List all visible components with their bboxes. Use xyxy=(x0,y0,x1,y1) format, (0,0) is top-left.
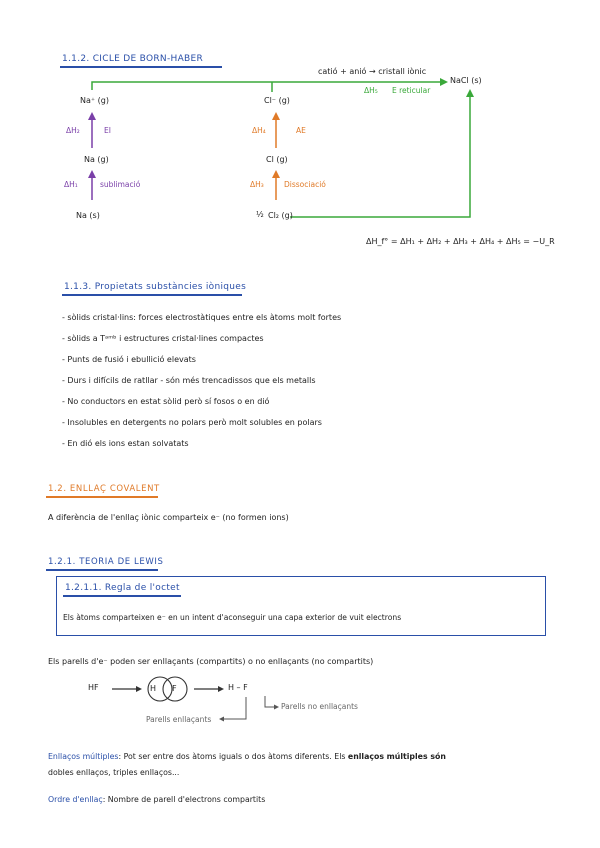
props-title-underline xyxy=(62,294,242,296)
na-plus-gas-label: Na⁺ (g) xyxy=(80,96,109,105)
dissociacio-label: Dissociació xyxy=(284,180,326,189)
green-return-line xyxy=(290,95,470,217)
bonding-pointer xyxy=(222,697,246,719)
hf-molecule-label: HF xyxy=(88,683,99,692)
covalent-title-underline xyxy=(46,496,158,498)
purple-arrow-sub-head xyxy=(88,170,96,178)
props-title: 1.1.3. Propietats substàncies iòniques xyxy=(64,282,247,292)
octet-rule-title: 1.2.1.1. Regla de l'octet xyxy=(65,583,180,593)
lewis-title: 1.2.1. TEORIA DE LEWIS xyxy=(48,557,164,567)
na-solid-label: Na (s) xyxy=(76,211,100,220)
bonding-pointer-head xyxy=(219,717,224,722)
prop-item: - sòlids cristal·lins: forces electrostàtiques entre els àtoms molt fortes xyxy=(62,313,342,322)
dh5-label: ΔH₅ xyxy=(364,86,378,95)
multiple-bonds-bold: enllaços múltiples són xyxy=(347,752,446,761)
multiple-bonds-line2: dobles enllaços, triples enllaços... xyxy=(48,768,180,777)
prop-item: - Durs i difícils de ratllar - són més trencadissos que els metalls xyxy=(62,376,316,385)
prop-item: - No conductors en estat sòlid però sí fosos o en dió xyxy=(62,397,270,406)
electron-pairs-text: Els parells d'e⁻ poden ser enllaçants (compartits) o no enllaçants (no compartits) xyxy=(48,657,374,666)
half-fraction: ½ xyxy=(256,210,264,219)
bond-order-text: : Nombre de parell d'electrons compartits xyxy=(102,795,266,804)
cl-minus-gas-label: Cl⁻ (g) xyxy=(264,96,290,105)
sublimacio-label: sublimació xyxy=(100,180,141,189)
covalent-text: A diferència de l'enllaç iònic comparteix e⁻ (no formen ions) xyxy=(48,513,289,522)
dh3-label: ΔH₃ xyxy=(250,180,264,189)
octet-rule-title-underline xyxy=(63,595,181,597)
hf-arrow-1-head xyxy=(136,686,142,692)
orange-arrow-ae-head xyxy=(272,112,280,120)
ae-label: AE xyxy=(296,126,306,135)
multiple-bonds-line1 xyxy=(48,752,446,761)
lewis-hf-structure: H – F xyxy=(228,683,248,692)
bond-order-label: Ordre d'enllaç xyxy=(48,795,103,804)
hf-arrow-2-head xyxy=(218,686,224,692)
nacl-solid-label: NaCl (s) xyxy=(450,76,482,85)
born-haber-equation: ΔH_f° = ΔH₁ + ΔH₂ + ΔH₃ + ΔH₄ + ΔH₅ = −U_R xyxy=(366,237,555,246)
dh2-label: ΔH₂ xyxy=(66,126,80,135)
green-top-arrow xyxy=(92,82,440,90)
green-return-arrowhead xyxy=(466,89,474,97)
prop-item: - En dió els ions estan solvatats xyxy=(62,439,189,448)
cation-anion-label: catió + anió → cristall iònic xyxy=(318,67,427,76)
na-gas-label: Na (g) xyxy=(84,155,109,164)
non-bonding-pointer-head xyxy=(274,705,279,710)
dh1-label: ΔH₁ xyxy=(64,180,78,189)
venn-f-label: F xyxy=(172,684,177,693)
e-reticular-label: E reticular xyxy=(392,86,431,95)
prop-item: - Insolubles en detergents no polars però molt solubles en polars xyxy=(62,418,322,427)
born-haber-title: 1.1.2. CICLE DE BORN-HABER xyxy=(62,54,204,64)
multiple-bonds-text: : Pot ser entre dos àtoms iguals o dos àtoms diferents. Els xyxy=(118,752,348,761)
orange-arrow-dis-head xyxy=(272,170,280,178)
cl-gas-label: Cl (g) xyxy=(266,155,288,164)
covalent-title: 1.2. ENLLAÇ COVALENT xyxy=(48,484,160,494)
purple-arrow-ei-head xyxy=(88,112,96,120)
non-bonding-pairs-label: Parells no enllaçants xyxy=(281,702,358,711)
bond-order-line xyxy=(48,795,265,804)
cl2-gas-label: Cl₂ (g) xyxy=(268,211,293,220)
lewis-title-underline xyxy=(46,569,158,571)
prop-item: - Punts de fusió i ebullició elevats xyxy=(62,355,196,364)
green-top-arrowhead xyxy=(440,78,448,86)
octet-rule-box xyxy=(56,576,546,636)
ei-label: EI xyxy=(104,126,111,135)
dh4-label: ΔH₄ xyxy=(252,126,266,135)
octet-rule-text: Els àtoms comparteixen e⁻ en un intent d'aconseguir una capa exterior de vuit electrons xyxy=(63,613,402,622)
bonding-pairs-label: Parells enllaçants xyxy=(146,715,212,724)
prop-item: - sòlids a Tᵃᵐᵇ i estructures cristal·lines compactes xyxy=(62,334,264,343)
venn-h-label: H xyxy=(150,684,157,693)
multiple-bonds-label: Enllaços múltiples xyxy=(48,752,119,761)
